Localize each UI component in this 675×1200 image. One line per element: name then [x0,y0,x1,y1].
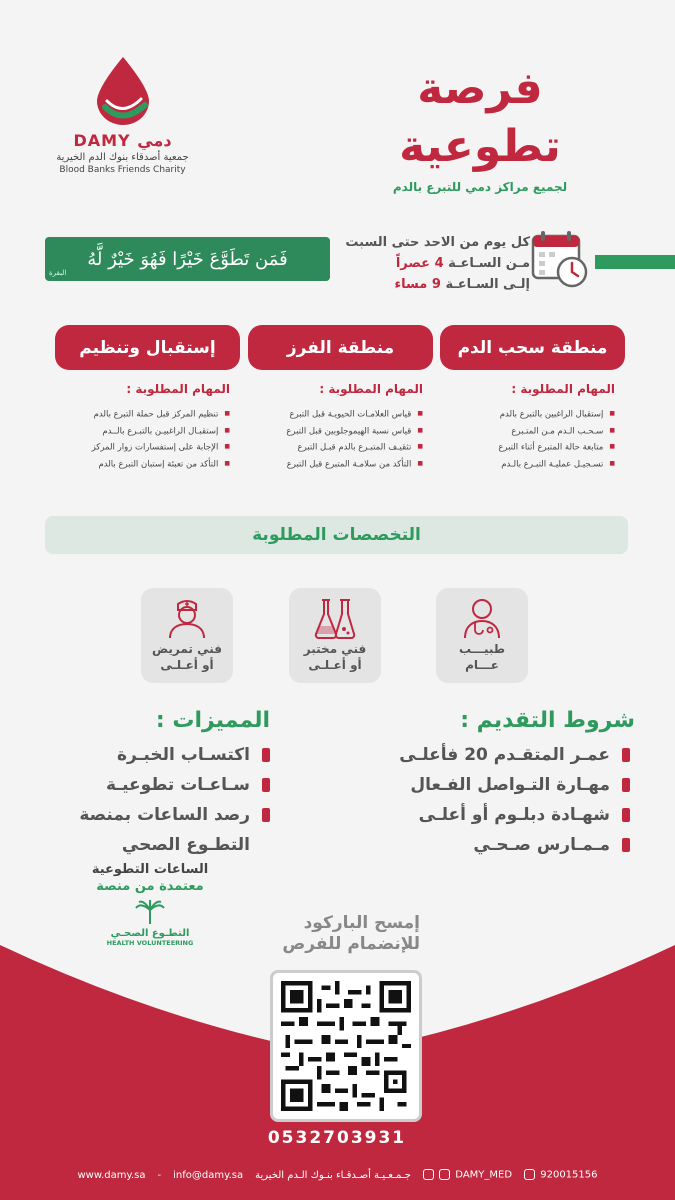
scan-line1: إمسح الباركود [303,913,420,933]
zone-screening-tasks-title: المهام المطلوبة : [319,382,423,396]
title-line-1: فرصة [417,63,543,114]
zone-reception: إستقبال وتنظيم [55,325,240,370]
conditions-heading: شروط التقديم : [460,708,635,733]
footer-email[interactable]: info@damy.sa [173,1169,244,1181]
specialty-doctor [436,588,528,683]
zone-reception-tasks [55,406,230,472]
schedule-to: إلـى السـاعـة 9 مساء [394,277,530,292]
list-item: ■ تسـجيـل عمليـة التبـرع بالـدم [440,456,615,473]
list-item: ■ سـحـب الـدم مـن المتـبرع [440,423,615,440]
decorative-strip [595,255,675,269]
health-volunteering-logo [75,900,225,947]
specialty-lab-line1: فني مختبر [303,642,367,656]
zone-blood-draw-tasks-title: المهام المطلوبة : [511,382,615,396]
list-item: ■ تنظيم المركز قبل حملة التبرع بالدم [55,406,230,423]
conditions-list [330,740,630,860]
phone-icon [524,1169,535,1180]
zone-blood-draw-tasks [440,406,615,472]
list-item: ■ قياس نسبة الهيموجلوبين قبل التبرع [248,423,423,440]
instagram-icon [423,1169,434,1180]
nurse-icon [166,596,208,640]
scan-line2: للإنضمام للفرص [282,934,420,954]
zone-screening: منطقة الفرز [248,325,433,370]
schedule-from: مـن السـاعـة 4 عصراً [395,256,530,271]
verse-text: فَمَن تَطَوَّعَ خَيْرًا فَهُوَ خَيْرٌ لَّهُ [87,248,288,270]
specialty-lab [289,588,381,683]
calendar-clock-icon [530,228,590,290]
list-item: ■ التأكد من تعبئة إستبان التبرع بالدم [55,456,230,473]
schedule-days: كل يوم من الاحد حتى السبت [345,235,530,250]
list-item: عمـر المتقـدم 20 فأعلـى [330,740,630,770]
footer-separator: - [157,1169,162,1181]
list-item: رصد الساعات بمنصة [40,800,270,830]
list-item: ■ قياس العلامـات الحيويـة قبل التبرع [248,406,423,423]
footer-bar [0,1160,675,1190]
specialties-heading: التخصصات المطلوبة [45,516,628,554]
footer-org: جـمـعـيـة أصـدقـاء بنـوك الـدم الخيرية [255,1169,411,1181]
zone-blood-draw: منطقة سحب الدم [440,325,625,370]
title-subtitle: لجميع مراكز دمي للتبرع بالدم [392,180,568,194]
schedule [340,232,530,295]
list-item: ■ التأكد من سلامـة المتبرع قبل التبرع [248,456,423,473]
hours-note-line1: الساعات التطوعية [91,862,209,877]
list-item: ■ متابعة حالة المتبرع أثناء التبرع [440,439,615,456]
specialty-doctor-line1: طبيـــب [458,642,506,656]
specialty-lab-line2: أو أعـلـى [308,658,362,672]
list-item: التطـوع الصحي [121,835,250,855]
lab-flask-icon [314,596,356,640]
list-item: مـمـارس صـحـي [330,830,630,860]
hours-note-line2: معتمدة من منصة [96,879,204,894]
list-item: سـاعـات تطوعيـة [40,770,270,800]
list-item: ■ تثقيـف المتبـرع بالدم قبـل التبرع [248,439,423,456]
blood-drop-icon [83,55,163,127]
zone-reception-tasks-title: المهام المطلوبة : [126,382,230,396]
verse-banner [45,237,330,281]
list-item: شهـادة دبلـوم أو أعلـى [330,800,630,830]
list-item: ■ إستقبـال الراغبيـن بالتبـرع بالــدم [55,423,230,440]
specialty-doctor-line2: عـــام [465,658,499,672]
platform-name-en: HEALTH VOLUNTEERING [106,939,194,947]
list-item: ■ إستقبال الراغبين بالتبرع بالدم [440,406,615,423]
features-heading: المميزات : [155,708,270,733]
doctor-icon [461,596,503,640]
list-item: مهـارة التـواصل الفـعال [330,770,630,800]
title-line-2: تطوعية [399,121,561,172]
zone-screening-tasks [248,406,423,472]
specialty-nurse [141,588,233,683]
qr-code[interactable] [270,970,422,1122]
specialty-nurse-line1: فني تمريض [152,642,222,656]
scan-instructions [255,913,420,955]
org-name-ar: جمعية أصدقاء بنوك الدم الخيرية [56,152,189,163]
org-name-en: Blood Banks Friends Charity [59,165,186,175]
list-item: اكتسـاب الخبـرة [40,740,270,770]
brand-name-en: DAMY [73,131,131,150]
brand-name-ar: دمي [137,131,172,150]
specialty-nurse-line2: أو أعـلـى [160,658,214,672]
features-list [40,740,270,860]
hours-note [75,862,225,947]
footer-hotline-number[interactable]: 920015156 [540,1169,598,1181]
phone-number[interactable]: 0532703931 [267,1128,407,1148]
twitter-icon [439,1169,450,1180]
footer-hotline [524,1169,597,1181]
list-item: ■ الإجابة على إستفسارات زوار المركز [55,439,230,456]
verse-reference: البقرة [49,269,67,277]
palm-tree-icon [135,900,165,924]
footer-website[interactable]: www.damy.sa [77,1169,146,1181]
footer-social [423,1169,512,1181]
qr-code-icon [281,981,411,1111]
footer-handle[interactable]: DAMY_MED [455,1169,513,1181]
damy-logo [50,55,195,190]
platform-name-ar: التطـوع الصحـي [110,928,190,939]
page-title [365,60,595,194]
